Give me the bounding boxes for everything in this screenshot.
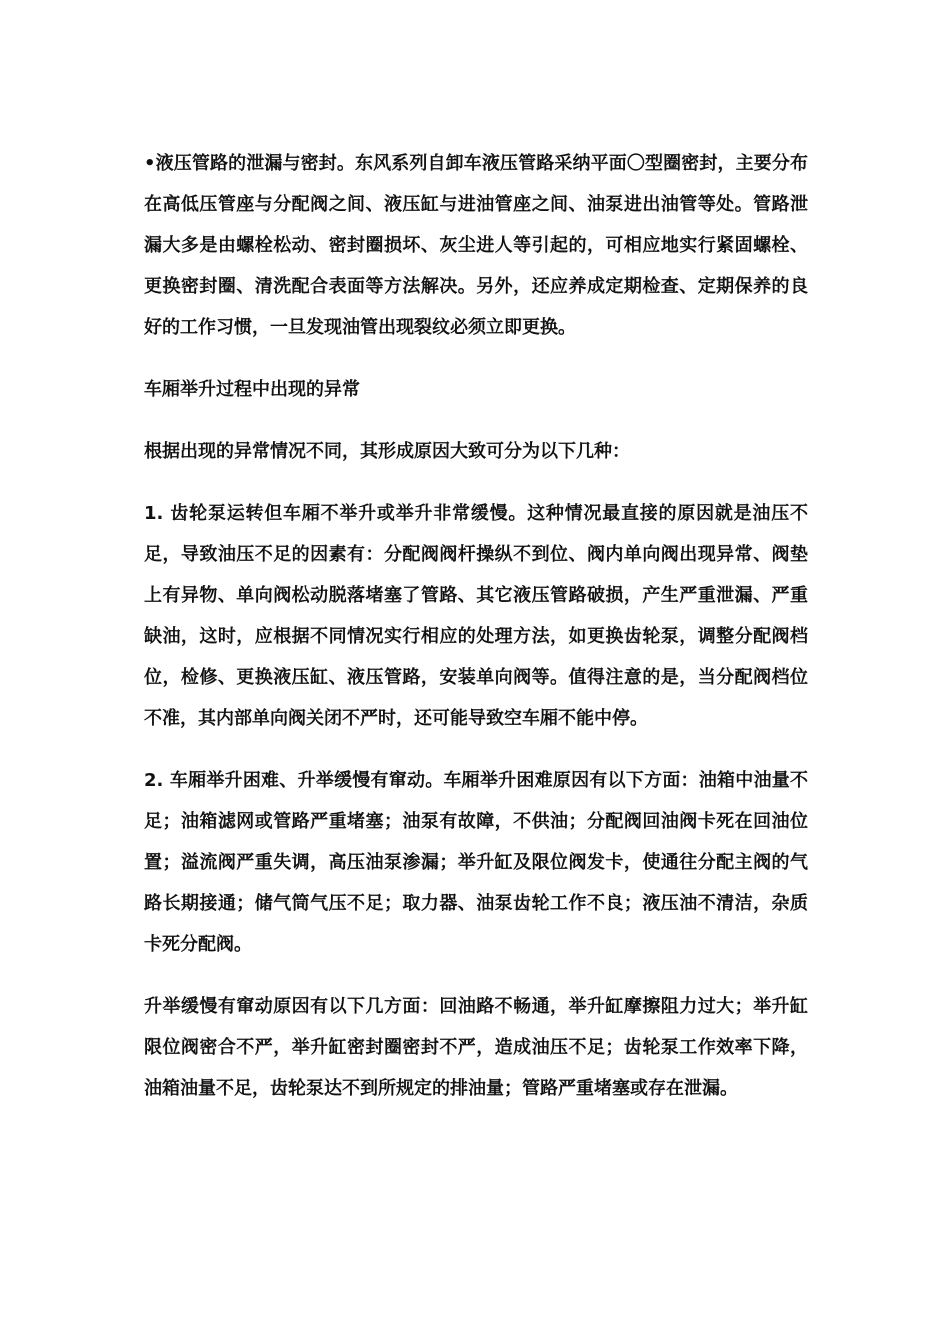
document-body <box>144 143 808 1130</box>
paragraph-cause-2: 2. 车厢举升困难、升举缓慢有窜动。车厢举升困难原因有以下方面：油箱中油量不足；油箱滤网或管路严重堵塞；油泵有故障，不供油；分配阀回油阀卡死在回油位置；溢流阀严重失调，高压油泵渗漏；举升缸及限位阀发卡，使通往分配主阀的气路长期接通；储气筒气压不足；取力器、油泵齿轮工作不良；液压油不清洁，杂质卡死分配阀。 <box>144 770 808 955</box>
paragraph-intro-causes: 根据出现的异常情况不同，其形成原因大致可分为以下几种： <box>144 441 630 462</box>
paragraph-hydraulic-leak-seal: •液压管路的泄漏与密封。东风系列自卸车液压管路采纳平面〇型圈密封，主要分布在高低压管座与分配阀之间、液压缸与进油管座之间、油泵进出油管等处。管路泄漏大多是由螺栓松动、密封圈损坏、灰尘进人等引起的，可相应地实行紧固螺栓、更换密封圈、清洗配合表面等方法解决。另外，还应养成定期检查、定期保养的良好的工作习惯，一旦发现油管出现裂纹必须立即更换。 <box>144 153 808 338</box>
section-heading-lift-abnormal: 车厢举升过程中出现的异常 <box>144 379 360 400</box>
paragraph-cause-1: 1. 齿轮泵运转但车厢不举升或举升非常缓慢。这种情况最直接的原因就是油压不足，导致油压不足的因素有：分配阀阀杆操纵不到位、阀内单向阀出现异常、阀垫上有异物、单向阀松动脱落堵塞了管路、其它液压管路破损，产生严重泄漏、严重缺油，这时，应根据不同情况实行相应的处理方法，如更换齿轮泵，调整分配阀档位，检修、更换液压缸、液压管路，安装单向阀等。值得注意的是，当分配阀档位不准，其内部单向阀关闭不严时，还可能导致空车厢不能中停。 <box>144 503 808 729</box>
paragraph-slow-lift-causes: 升举缓慢有窜动原因有以下几方面：回油路不畅通，举升缸摩擦阻力过大；举升缸限位阀密合不严，举升缸密封圈密封不严，造成油压不足；齿轮泵工作效率下降，油箱油量不足，齿轮泵达不到所规定的排油量；管路严重堵塞或存在泄漏。 <box>144 996 808 1099</box>
